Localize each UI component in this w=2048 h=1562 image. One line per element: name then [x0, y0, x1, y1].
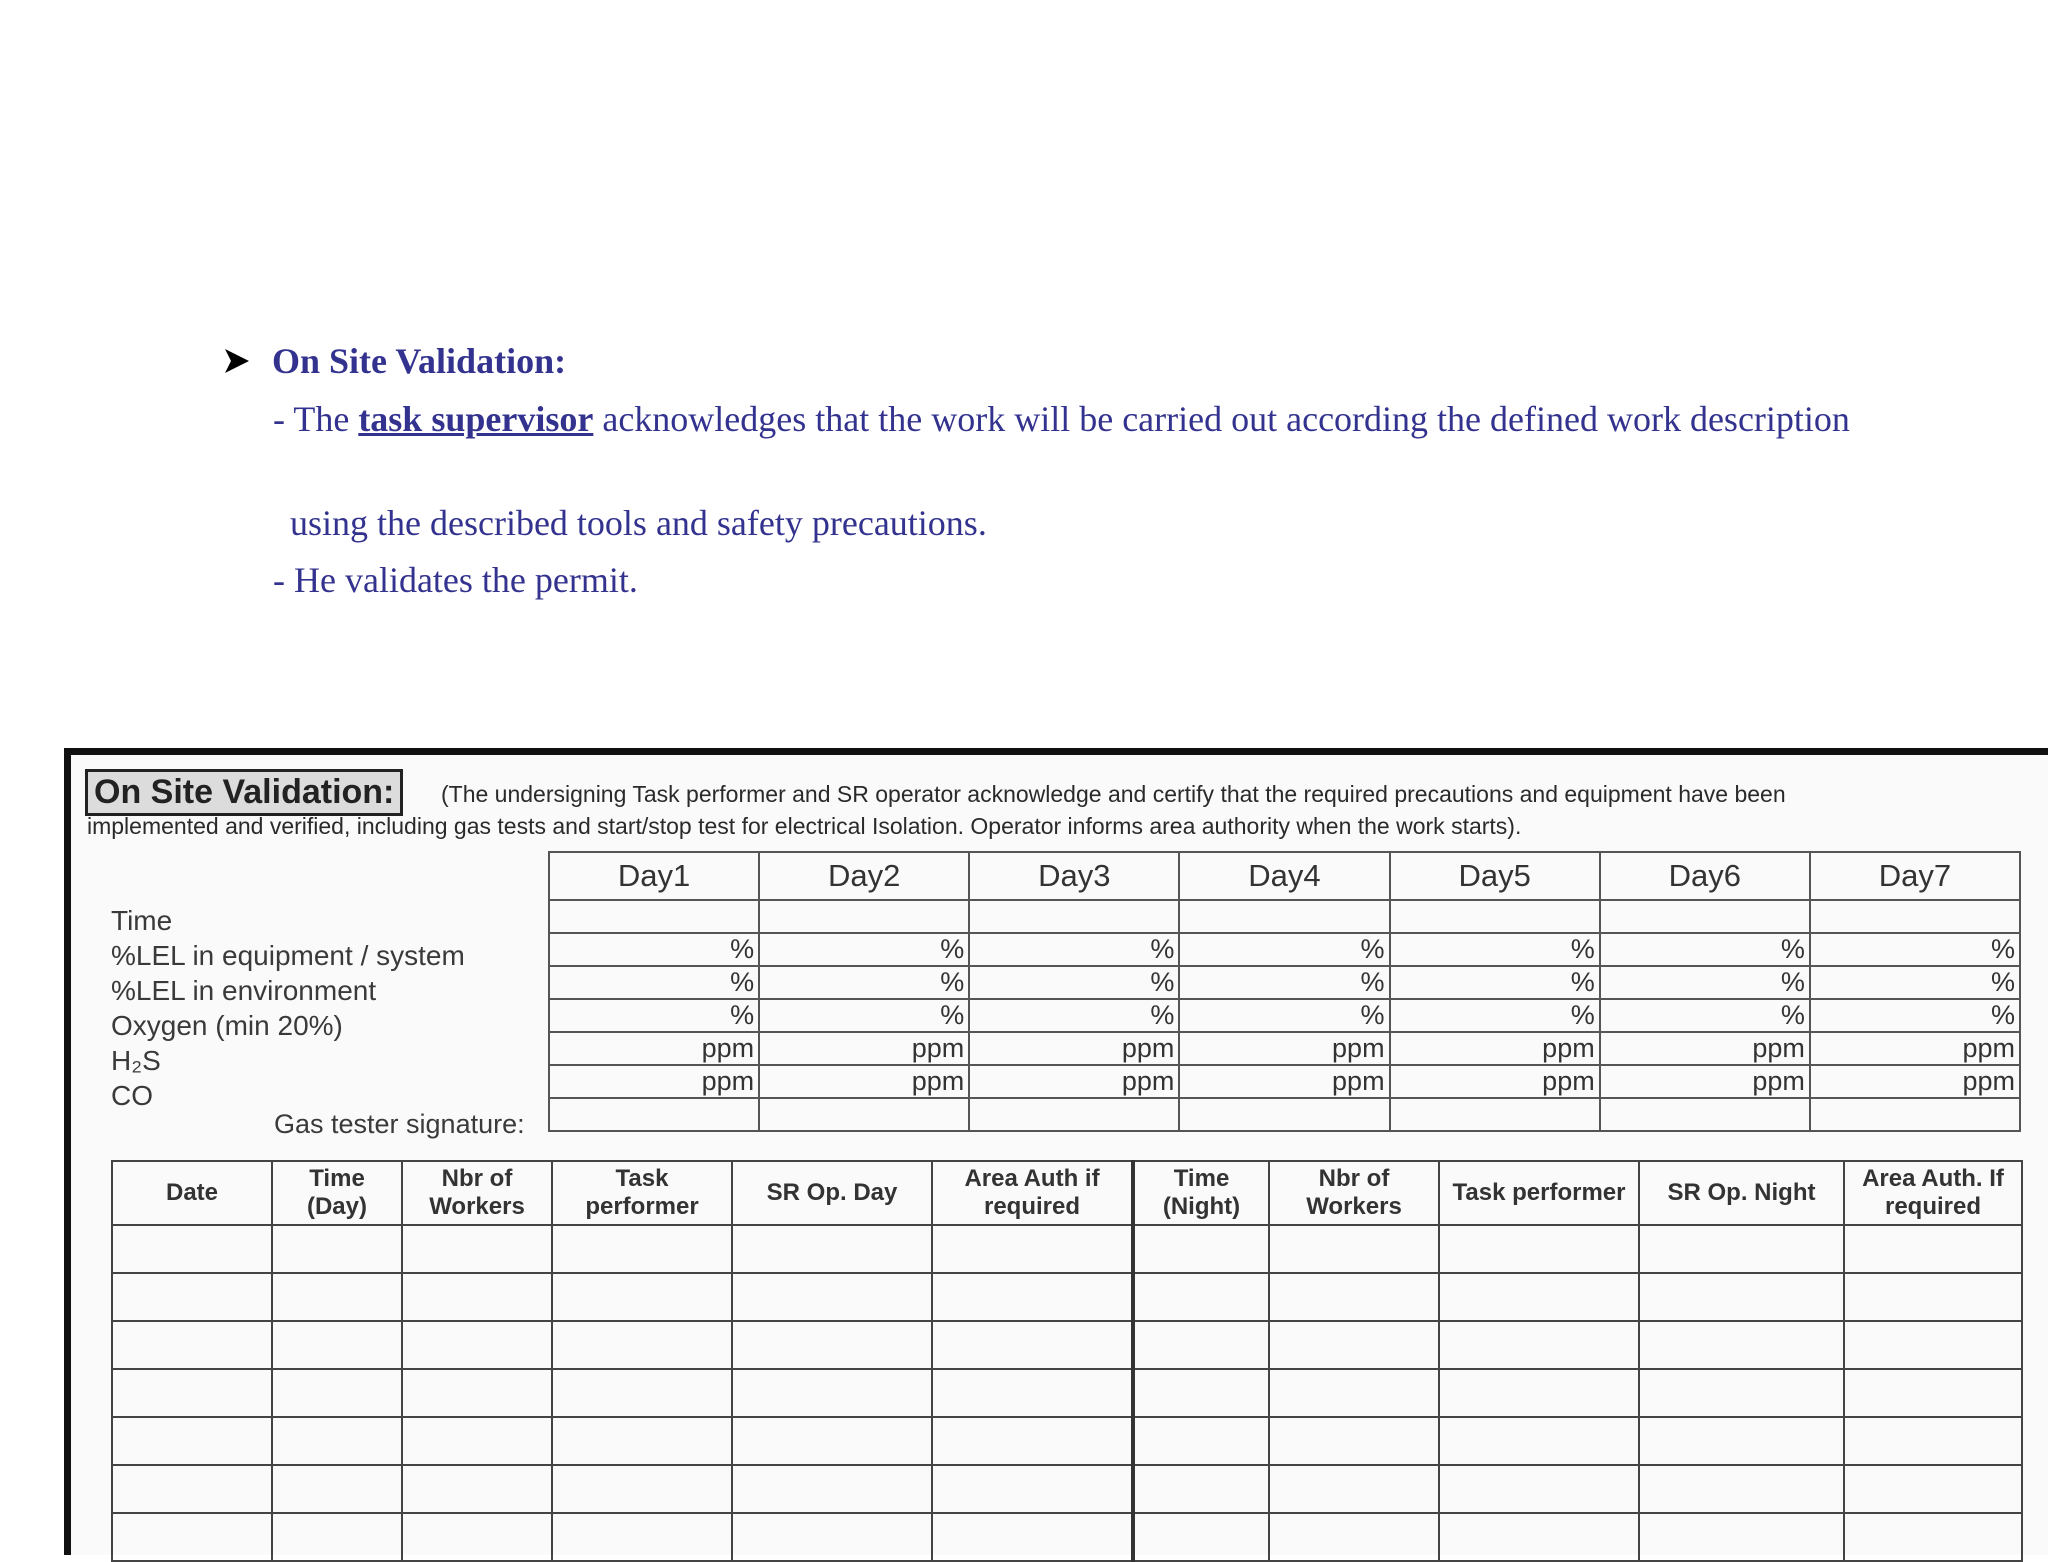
- log-cell[interactable]: [1133, 1513, 1269, 1561]
- log-cell[interactable]: [1133, 1321, 1269, 1369]
- log-cell[interactable]: [932, 1513, 1133, 1561]
- gas-cell[interactable]: ppm: [1810, 1065, 2020, 1098]
- log-cell[interactable]: [112, 1369, 272, 1417]
- form-title: On Site Validation:: [85, 769, 403, 816]
- log-cell[interactable]: [732, 1225, 932, 1273]
- gas-cell[interactable]: %: [1390, 999, 1600, 1032]
- gas-test-table: [548, 851, 2021, 1132]
- form-intro-line2: implemented and verified, including gas tests and start/stop test for electrical Isolation. Operator informs area authority when the work starts).: [87, 813, 1522, 839]
- log-cell[interactable]: [272, 1225, 402, 1273]
- log-cell[interactable]: [1639, 1225, 1844, 1273]
- day-header: Day6: [1600, 852, 1810, 900]
- gas-label-time: Time: [111, 905, 173, 936]
- log-cell[interactable]: [112, 1273, 272, 1321]
- log-cell[interactable]: [552, 1513, 732, 1561]
- log-header-workers-day: Nbr of Workers: [402, 1161, 552, 1225]
- gas-cell[interactable]: %: [969, 933, 1179, 966]
- gas-cell[interactable]: ppm: [1600, 1065, 1810, 1098]
- gas-row: [549, 933, 2020, 966]
- validation-log-table: [111, 1160, 2023, 1562]
- log-cell[interactable]: [1844, 1465, 2022, 1513]
- gas-cell[interactable]: %: [549, 999, 759, 1032]
- paragraph-tools: using the described tools and safety precautions.: [290, 503, 987, 543]
- log-cell[interactable]: [732, 1369, 932, 1417]
- gas-cell[interactable]: ppm: [549, 1065, 759, 1098]
- log-header-sr-op-night: SR Op. Night: [1639, 1161, 1844, 1225]
- gas-cell[interactable]: ppm: [1600, 1032, 1810, 1065]
- log-cell[interactable]: [1133, 1417, 1269, 1465]
- paragraph-validates: - He validates the permit.: [273, 560, 638, 600]
- gas-cell[interactable]: [549, 900, 759, 933]
- signature-cell[interactable]: [969, 1098, 1179, 1131]
- gas-cell[interactable]: ppm: [549, 1032, 759, 1065]
- log-header-date: Date: [112, 1161, 272, 1225]
- gas-cell[interactable]: %: [1600, 966, 1810, 999]
- log-cell[interactable]: [1439, 1513, 1639, 1561]
- gas-label-lel-environment: %LEL in environment: [111, 975, 377, 1006]
- log-row: [112, 1273, 2022, 1321]
- log-cell[interactable]: [1269, 1369, 1439, 1417]
- gas-test-body: [549, 900, 2020, 1131]
- log-cell[interactable]: [112, 1417, 272, 1465]
- log-header-sr-op-day: SR Op. Day: [732, 1161, 932, 1225]
- log-row: [112, 1465, 2022, 1513]
- log-cell[interactable]: [402, 1465, 552, 1513]
- gas-cell[interactable]: ppm: [759, 1065, 969, 1098]
- para1-suffix: acknowledges that the work will be carried out according the defined work description: [593, 399, 1850, 439]
- log-cell[interactable]: [112, 1225, 272, 1273]
- log-cell[interactable]: [552, 1321, 732, 1369]
- gas-cell[interactable]: %: [759, 933, 969, 966]
- log-header-time-night: Time (Night): [1133, 1161, 1269, 1225]
- gas-signature-row: [549, 1098, 2020, 1131]
- gas-cell[interactable]: %: [549, 966, 759, 999]
- gas-cell[interactable]: [1390, 900, 1600, 933]
- log-cell[interactable]: [732, 1513, 932, 1561]
- gas-label-h2s: H₂S: [111, 1045, 161, 1076]
- gas-cell[interactable]: %: [1179, 933, 1389, 966]
- log-cell[interactable]: [272, 1513, 402, 1561]
- gas-cell[interactable]: [969, 900, 1179, 933]
- gas-cell[interactable]: [759, 900, 969, 933]
- log-cell[interactable]: [1844, 1417, 2022, 1465]
- log-cell[interactable]: [932, 1465, 1133, 1513]
- log-cell[interactable]: [402, 1417, 552, 1465]
- gas-row: [549, 1065, 2020, 1098]
- log-row: [112, 1369, 2022, 1417]
- log-cell[interactable]: [1844, 1273, 2022, 1321]
- day-header: Day1: [549, 852, 759, 900]
- signature-cell[interactable]: [1600, 1098, 1810, 1131]
- log-cell[interactable]: [1269, 1513, 1439, 1561]
- log-cell[interactable]: [1439, 1465, 1639, 1513]
- log-cell[interactable]: [732, 1273, 932, 1321]
- log-cell[interactable]: [1639, 1513, 1844, 1561]
- log-cell[interactable]: [1269, 1273, 1439, 1321]
- form-intro-line1: (The undersigning Task performer and SR operator acknowledge and certify that the required precautions and equipment have been: [441, 781, 1786, 807]
- gas-row: [549, 966, 2020, 999]
- gas-cell[interactable]: %: [1810, 966, 2020, 999]
- log-header-row: [112, 1161, 2022, 1225]
- log-cell[interactable]: [1269, 1417, 1439, 1465]
- bullet-heading-row: [222, 338, 566, 384]
- slide-text-area: [0, 0, 2048, 700]
- log-cell[interactable]: [1269, 1225, 1439, 1273]
- log-header-task-performer-night: Task performer: [1439, 1161, 1639, 1225]
- log-cell[interactable]: [272, 1321, 402, 1369]
- log-cell[interactable]: [272, 1273, 402, 1321]
- gas-row: [549, 1032, 2020, 1065]
- on-site-validation-form: [64, 748, 2048, 1555]
- gas-cell[interactable]: ppm: [1390, 1032, 1600, 1065]
- log-cell[interactable]: [112, 1321, 272, 1369]
- log-cell[interactable]: [1844, 1513, 2022, 1561]
- signature-cell[interactable]: [1810, 1098, 2020, 1131]
- log-cell[interactable]: [402, 1369, 552, 1417]
- log-cell[interactable]: [1439, 1225, 1639, 1273]
- day-header: Day3: [969, 852, 1179, 900]
- gas-cell[interactable]: ppm: [1179, 1065, 1389, 1098]
- log-cell[interactable]: [552, 1225, 732, 1273]
- day-header-row: [549, 852, 2020, 900]
- gas-cell[interactable]: %: [1390, 933, 1600, 966]
- log-cell[interactable]: [1439, 1321, 1639, 1369]
- log-cell[interactable]: [932, 1273, 1133, 1321]
- log-cell[interactable]: [732, 1321, 932, 1369]
- log-cell[interactable]: [1844, 1225, 2022, 1273]
- task-supervisor-term: task supervisor: [358, 399, 594, 439]
- gas-label-oxygen: Oxygen (min 20%): [111, 1010, 343, 1041]
- log-cell[interactable]: [1269, 1321, 1439, 1369]
- para1-prefix: - The: [273, 399, 359, 439]
- log-cell[interactable]: [1639, 1273, 1844, 1321]
- log-cell[interactable]: [1269, 1465, 1439, 1513]
- log-cell[interactable]: [112, 1465, 272, 1513]
- log-cell[interactable]: [272, 1465, 402, 1513]
- log-cell[interactable]: [1639, 1465, 1844, 1513]
- gas-cell[interactable]: [1810, 900, 2020, 933]
- gas-row: [549, 999, 2020, 1032]
- log-table-body: [112, 1225, 2022, 1561]
- day-header: Day7: [1810, 852, 2020, 900]
- gas-cell[interactable]: ppm: [759, 1032, 969, 1065]
- log-header-area-auth-day: Area Auth if required: [932, 1161, 1133, 1225]
- log-cell[interactable]: [1439, 1369, 1639, 1417]
- gas-cell[interactable]: %: [1600, 999, 1810, 1032]
- log-row: [112, 1321, 2022, 1369]
- log-cell[interactable]: [1439, 1273, 1639, 1321]
- paragraph-supervisor: [273, 396, 1873, 442]
- log-cell[interactable]: [1133, 1369, 1269, 1417]
- signature-cell[interactable]: [549, 1098, 759, 1131]
- log-cell[interactable]: [1133, 1273, 1269, 1321]
- log-cell[interactable]: [552, 1273, 732, 1321]
- day-header: Day5: [1390, 852, 1600, 900]
- gas-cell[interactable]: %: [759, 966, 969, 999]
- log-cell[interactable]: [552, 1465, 732, 1513]
- section-heading: On Site Validation:: [272, 341, 567, 381]
- log-cell[interactable]: [402, 1225, 552, 1273]
- signature-cell[interactable]: [759, 1098, 969, 1131]
- log-cell[interactable]: [112, 1513, 272, 1561]
- log-cell[interactable]: [1639, 1321, 1844, 1369]
- gas-cell[interactable]: %: [969, 999, 1179, 1032]
- gas-tester-signature-label: Gas tester signature:: [274, 1109, 525, 1139]
- gas-cell[interactable]: [1600, 900, 1810, 933]
- log-cell[interactable]: [932, 1225, 1133, 1273]
- gas-cell[interactable]: %: [1179, 999, 1389, 1032]
- arrow-bullet-icon: [222, 346, 252, 376]
- signature-cell[interactable]: [1390, 1098, 1600, 1131]
- log-row: [112, 1513, 2022, 1561]
- gas-cell[interactable]: %: [1179, 966, 1389, 999]
- log-cell[interactable]: [402, 1321, 552, 1369]
- log-cell[interactable]: [732, 1417, 932, 1465]
- gas-cell[interactable]: %: [1390, 966, 1600, 999]
- log-row: [112, 1225, 2022, 1273]
- log-cell[interactable]: [272, 1369, 402, 1417]
- day-header: Day2: [759, 852, 969, 900]
- gas-cell[interactable]: %: [969, 966, 1179, 999]
- gas-test-labels: [111, 903, 465, 1113]
- log-cell[interactable]: [1844, 1321, 2022, 1369]
- gas-cell[interactable]: ppm: [1179, 1032, 1389, 1065]
- gas-row: [549, 900, 2020, 933]
- log-cell[interactable]: [1639, 1369, 1844, 1417]
- log-header-task-performer-day: Task performer: [552, 1161, 732, 1225]
- gas-cell[interactable]: ppm: [969, 1065, 1179, 1098]
- log-cell[interactable]: [552, 1369, 732, 1417]
- gas-cell[interactable]: %: [1600, 933, 1810, 966]
- log-cell[interactable]: [1133, 1225, 1269, 1273]
- log-header-workers-night: Nbr of Workers: [1269, 1161, 1439, 1225]
- gas-cell[interactable]: %: [549, 933, 759, 966]
- log-cell[interactable]: [1133, 1465, 1269, 1513]
- log-cell[interactable]: [932, 1321, 1133, 1369]
- log-cell[interactable]: [732, 1465, 932, 1513]
- gas-label-co: CO: [111, 1080, 153, 1111]
- log-header-area-auth-night: Area Auth. If required: [1844, 1161, 2022, 1225]
- gas-cell[interactable]: ppm: [1810, 1032, 2020, 1065]
- log-cell[interactable]: [1439, 1417, 1639, 1465]
- log-cell[interactable]: [552, 1417, 732, 1465]
- gas-cell[interactable]: ppm: [1390, 1065, 1600, 1098]
- gas-cell[interactable]: %: [759, 999, 969, 1032]
- gas-cell[interactable]: %: [1810, 999, 2020, 1032]
- log-cell[interactable]: [932, 1417, 1133, 1465]
- log-cell[interactable]: [1639, 1417, 1844, 1465]
- log-cell[interactable]: [932, 1369, 1133, 1417]
- log-header-time-day: Time (Day): [272, 1161, 402, 1225]
- gas-cell[interactable]: %: [1810, 933, 2020, 966]
- gas-label-lel-equipment: %LEL in equipment / system: [111, 940, 465, 971]
- log-cell[interactable]: [402, 1273, 552, 1321]
- day-header: Day4: [1179, 852, 1389, 900]
- gas-cell[interactable]: [1179, 900, 1389, 933]
- log-cell[interactable]: [1844, 1369, 2022, 1417]
- log-row: [112, 1417, 2022, 1465]
- signature-cell[interactable]: [1179, 1098, 1389, 1131]
- log-cell[interactable]: [402, 1513, 552, 1561]
- log-cell[interactable]: [272, 1417, 402, 1465]
- gas-cell[interactable]: ppm: [969, 1032, 1179, 1065]
